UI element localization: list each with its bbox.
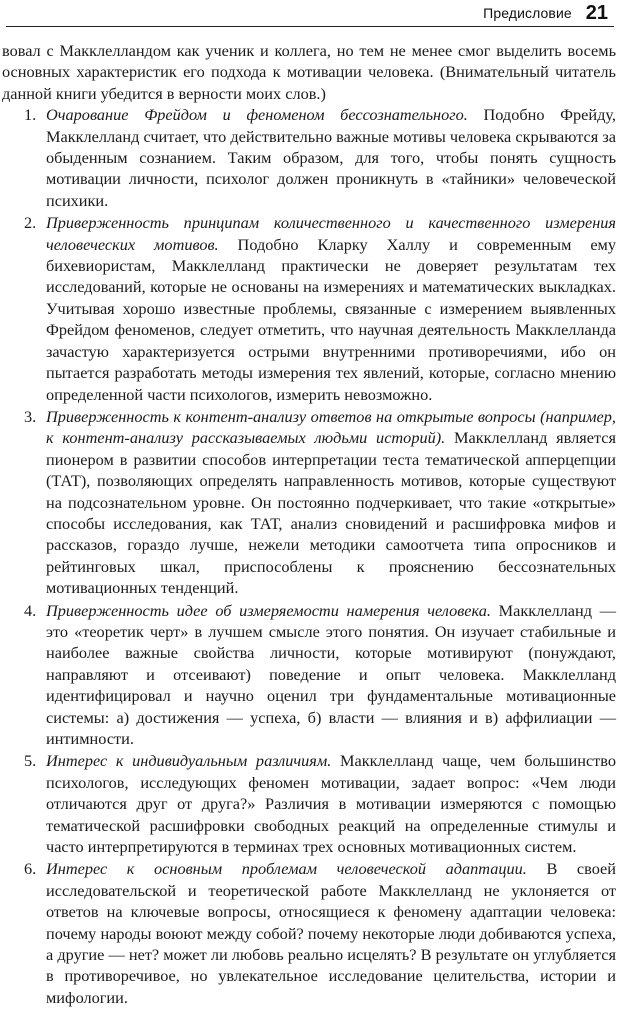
item-text: В своей исследовательской и теоретической работе Макклелланд не уклоняется от ответов на ключевые вопросы, относящиеся к феномену адаптации человека: почему народы воюют между собой? почему некоторые люди добиваются успеха, а другие — нет? может ли любовь реально исцелять? В результате он углубляется в противоречивое, но увлекательное исследование целительства, истории и мифологии. xyxy=(46,859,616,1007)
item-title: Интерес к индивидуальным различиям. xyxy=(46,751,332,771)
item-number: 3. xyxy=(24,406,37,426)
item-number: 2. xyxy=(24,213,37,233)
body-text xyxy=(2,40,616,1009)
item-text: Подобно Фрейду, Макклелланд считает, что действительно важные мотивы человека скрываются за обыденным сознанием. Таким образом, для того, чтобы понять сущность мотивации личности, психолог должен проникнуть в «тайники» человеческой психики. xyxy=(46,105,616,210)
intro-paragraph: вовал с Макклелландом как ученик и коллега, но тем не менее смог выделить восемь основных характеристик его подхода к мотивации человека. (Внимательный читатель данной книги убедится в верности моих слов.) xyxy=(2,41,616,103)
item-title: Приверженность принципам количественного и качественного измерения человеческих мотивов. xyxy=(46,213,616,254)
item-number: 5. xyxy=(24,751,37,771)
item-text: Макклелланд является пионером в развитии способов интерпретации теста тематической апперцепции (ТАТ), позволяющих определять направленность мотивов, которые существуют на подсознательном уровне. Он постоянно подчеркивает, что такие «открытые» способы исследования, как ТАТ, анализ сновидений и расшифровка мифов и рассказов, гораздо лучше, нежели методики самоотчета типа опросников и рейтинговых шкал, приспособлены к прояснению бессознательных мотивационных тенденций. xyxy=(46,428,617,598)
item-number: 6. xyxy=(24,859,37,879)
item-number: 4. xyxy=(24,600,37,620)
running-title: Предисловие xyxy=(483,5,572,21)
running-header xyxy=(6,0,614,27)
item-title: Интерес к основным проблемам человеческой адаптации. xyxy=(46,859,527,879)
list-item xyxy=(2,600,616,750)
item-text: Макклелланд — это «теоретик черт» в лучшем смысле этого понятия. Он изучает стабильные и наиболее важные свойства личности, которые мотивируют (понуждают, направляют и отсеивают) поведение и опыт человека. Макклелланд идентифицировал и научно оценил три фундаментальные мотивационные системы: а) достижения — успеха, б) власти — влияния и в) аффилиации — интимности. xyxy=(46,600,616,748)
item-text: Макклелланд чаще, чем большинство психологов, исследующих феномен мотивации, задает вопрос: «Чем люди отличаются друг от друга?» Различия в мотивации измеряются с помощью тематической расшифровки свободных реакций на определенные стимулы и часто интерпретируются в терминах трех основных мотивационных систем. xyxy=(46,751,617,857)
list-item xyxy=(2,750,616,857)
item-text: Подобно Кларку Халлу и современным ему бихевиористам, Макклелланд практически не доверяет результатам тех исследований, которые не основаны на измерениях и математических выкладках. Учитывая хорошо известные проблемы, связанные с измерением выявленных Фрейдом феноменов, следует отметить, что научная деятельность Макклелланда зачастую характеризуется острыми внутренними противоречиями, ибо он пытается разработать методы измерения тех явлений, которые, согласно мнению определенной части психологов, измерить невозможно. xyxy=(46,234,616,404)
list-item xyxy=(2,104,616,211)
page-number: 21 xyxy=(585,1,608,24)
list-item xyxy=(2,858,616,1008)
characteristics-list xyxy=(2,104,616,1008)
item-title: Приверженность к контент-анализу ответов на открытые вопросы (например, к контент-анализу рассказываемых людьми историй). xyxy=(46,406,616,448)
item-title: Приверженность идее об измеряемости намерения человека. xyxy=(46,600,491,620)
item-title: Очарование Фрейдом и феноменом бессознательного. xyxy=(46,105,468,125)
list-item xyxy=(2,212,616,405)
item-number: 1. xyxy=(24,105,37,125)
list-item xyxy=(2,406,616,599)
